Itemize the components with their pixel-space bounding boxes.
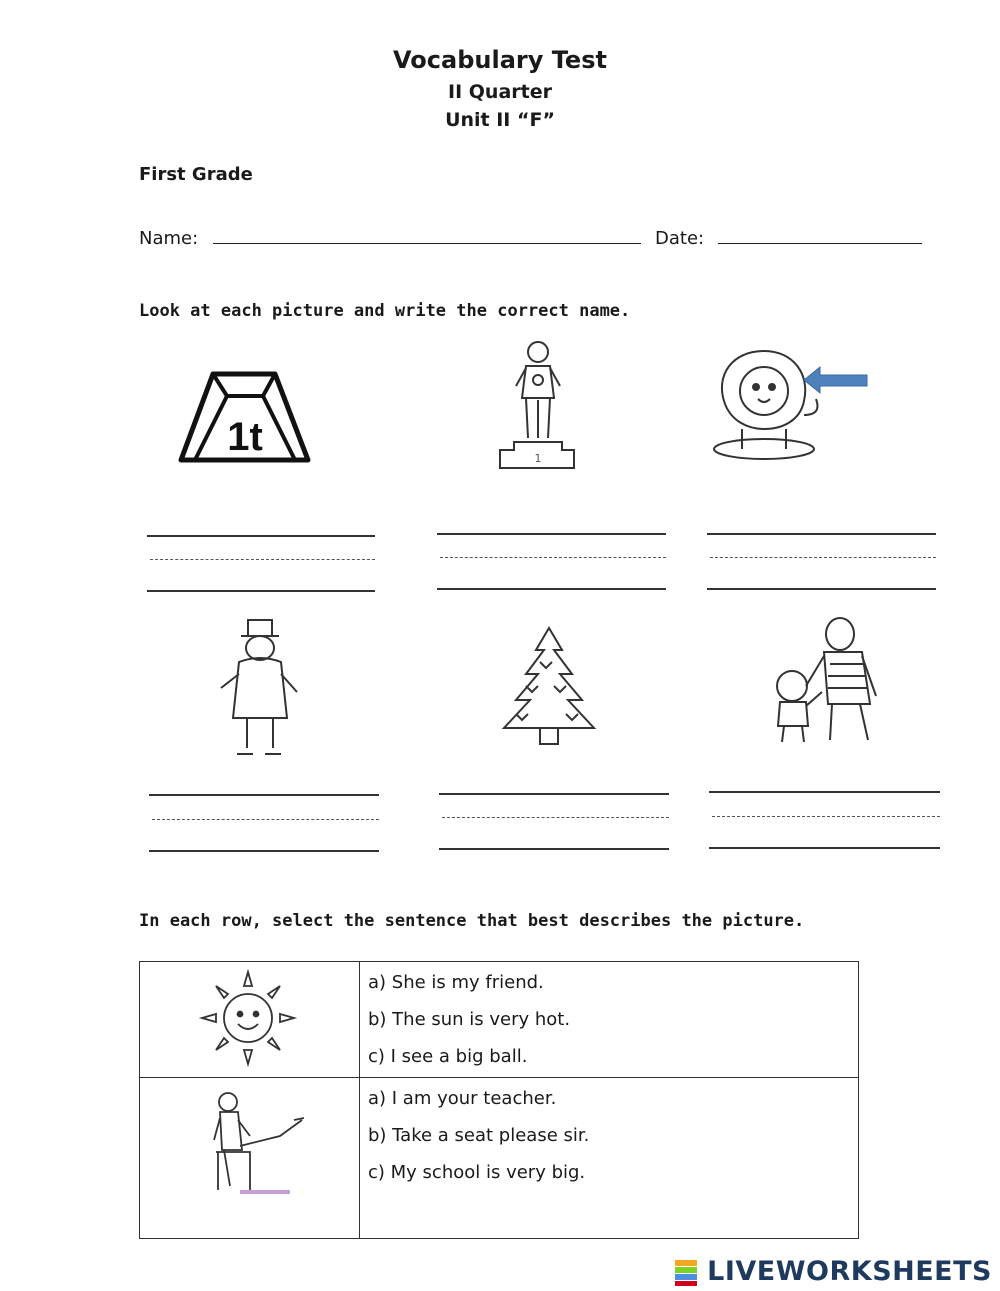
weight-1t-icon (175, 368, 315, 468)
option-b[interactable]: b) The sun is very hot. (368, 1009, 571, 1030)
section1-instruction: Look at each picture and write the correct name. (139, 301, 631, 321)
option-a[interactable]: a) I am your teacher. (368, 1088, 557, 1109)
answer-line-mid-4 (152, 819, 379, 820)
unit-subtitle: Unit II “F” (445, 109, 555, 131)
answer-line-bottom-4 (149, 850, 379, 852)
table-row (140, 962, 859, 1078)
answer-line-top-6[interactable] (709, 791, 940, 793)
section2-instruction: In each row, select the sentence that best describes the picture. (139, 911, 805, 931)
option-c[interactable]: c) My school is very big. (368, 1162, 586, 1183)
answer-line-mid-6 (712, 816, 940, 817)
answer-line-bottom-6 (709, 847, 940, 849)
weight-label: 1t (227, 415, 263, 459)
lion-icon (712, 345, 872, 463)
answer-line-bottom-1 (147, 590, 375, 592)
options-cell (360, 962, 859, 1078)
answer-line-bottom-5 (439, 848, 669, 850)
grade-label: First Grade (139, 164, 253, 185)
liveworksheets-logo-icon (675, 1260, 697, 1286)
choice-table (139, 961, 859, 1239)
answer-line-top-1[interactable] (147, 535, 375, 537)
seated-man-icon (210, 1090, 310, 1200)
answer-line-mid-3 (710, 557, 936, 558)
answer-line-top-4[interactable] (149, 794, 379, 796)
winner-on-podium-icon (496, 338, 580, 472)
date-label: Date: (655, 228, 705, 249)
sun-icon (198, 968, 298, 1068)
answer-line-top-2[interactable] (437, 533, 666, 535)
picture-cell (140, 1078, 360, 1239)
date-field[interactable] (718, 243, 922, 244)
name-field[interactable] (213, 243, 641, 244)
answer-line-top-5[interactable] (439, 793, 669, 795)
answer-line-mid-5 (442, 817, 669, 818)
fir-tree-icon (496, 626, 602, 750)
gentleman-icon (215, 618, 305, 760)
name-label: Name: (139, 228, 199, 249)
brand-text: LIVEWORKSHEETS (707, 1256, 992, 1287)
answer-line-mid-2 (440, 557, 666, 558)
father-and-child-icon (768, 612, 886, 752)
option-c[interactable]: c) I see a big ball. (368, 1046, 528, 1067)
option-a[interactable]: a) She is my friend. (368, 972, 544, 993)
page-title: Vocabulary Test (393, 46, 607, 74)
answer-line-bottom-3 (707, 588, 936, 590)
liveworksheets-logo (675, 1256, 992, 1287)
answer-line-bottom-2 (437, 588, 666, 590)
answer-line-top-3[interactable] (707, 533, 936, 535)
table-row (140, 1078, 859, 1239)
picture-cell (140, 962, 360, 1078)
svg-text:1: 1 (534, 452, 542, 465)
options-cell (360, 1078, 859, 1239)
answer-line-mid-1 (150, 559, 375, 560)
quarter-subtitle: II Quarter (448, 81, 552, 103)
option-b[interactable]: b) Take a seat please sir. (368, 1125, 590, 1146)
